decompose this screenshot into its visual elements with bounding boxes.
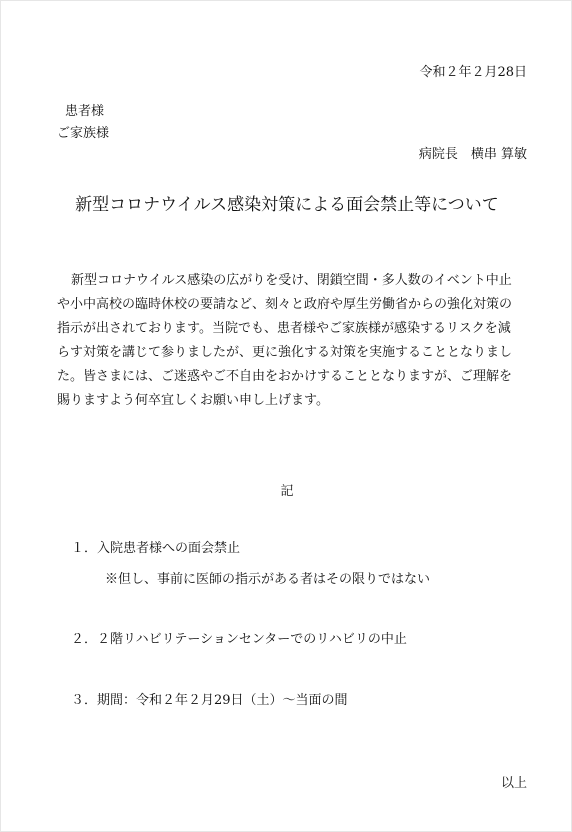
- body-line: や小中高校の臨時休校の要請など、刻々と政府や厚生労働省からの強化対策の: [57, 297, 513, 312]
- body-line: 新型コロナウイルス感染の広がりを受け、閉鎖空間・多人数のイベント中止: [71, 273, 512, 288]
- addressee-patients: 患者様: [65, 104, 105, 119]
- item-note: ※但し、事前に医師の指示がある者はその限りではない: [105, 572, 431, 587]
- item-rehab-suspension: ２．２階リハビリテーションセンターでのリハビリの中止: [71, 632, 407, 647]
- body-line: らす対策を講じて参りましたが、更に強化する対策を実施することとなりまし: [57, 345, 513, 360]
- closing-mark: 以上: [500, 776, 527, 791]
- item-period: ３．期間：令和２年２月29日（土）～当面の間: [71, 693, 348, 708]
- item-visit-ban: １．入院患者様への面会禁止: [71, 541, 241, 556]
- ki-heading: 記: [280, 484, 294, 499]
- body-line: 賜りますよう何卒宜しくお願い申し上げます。: [57, 393, 329, 408]
- document-date: 令和２年２月28日: [419, 65, 527, 80]
- document-title: 新型コロナウイルス感染対策による面会禁止等について: [75, 195, 499, 215]
- sender-name: 病院長 横串 算敏: [418, 147, 527, 162]
- body-line: た。皆さまには、ご迷惑やご不自由をおかけすることとなりますが、ご理解を: [57, 369, 513, 384]
- addressee-families: ご家族様: [57, 126, 110, 141]
- body-line: 指示が出されております。当院でも、患者様やご家族様が感染するリスクを減: [57, 321, 511, 336]
